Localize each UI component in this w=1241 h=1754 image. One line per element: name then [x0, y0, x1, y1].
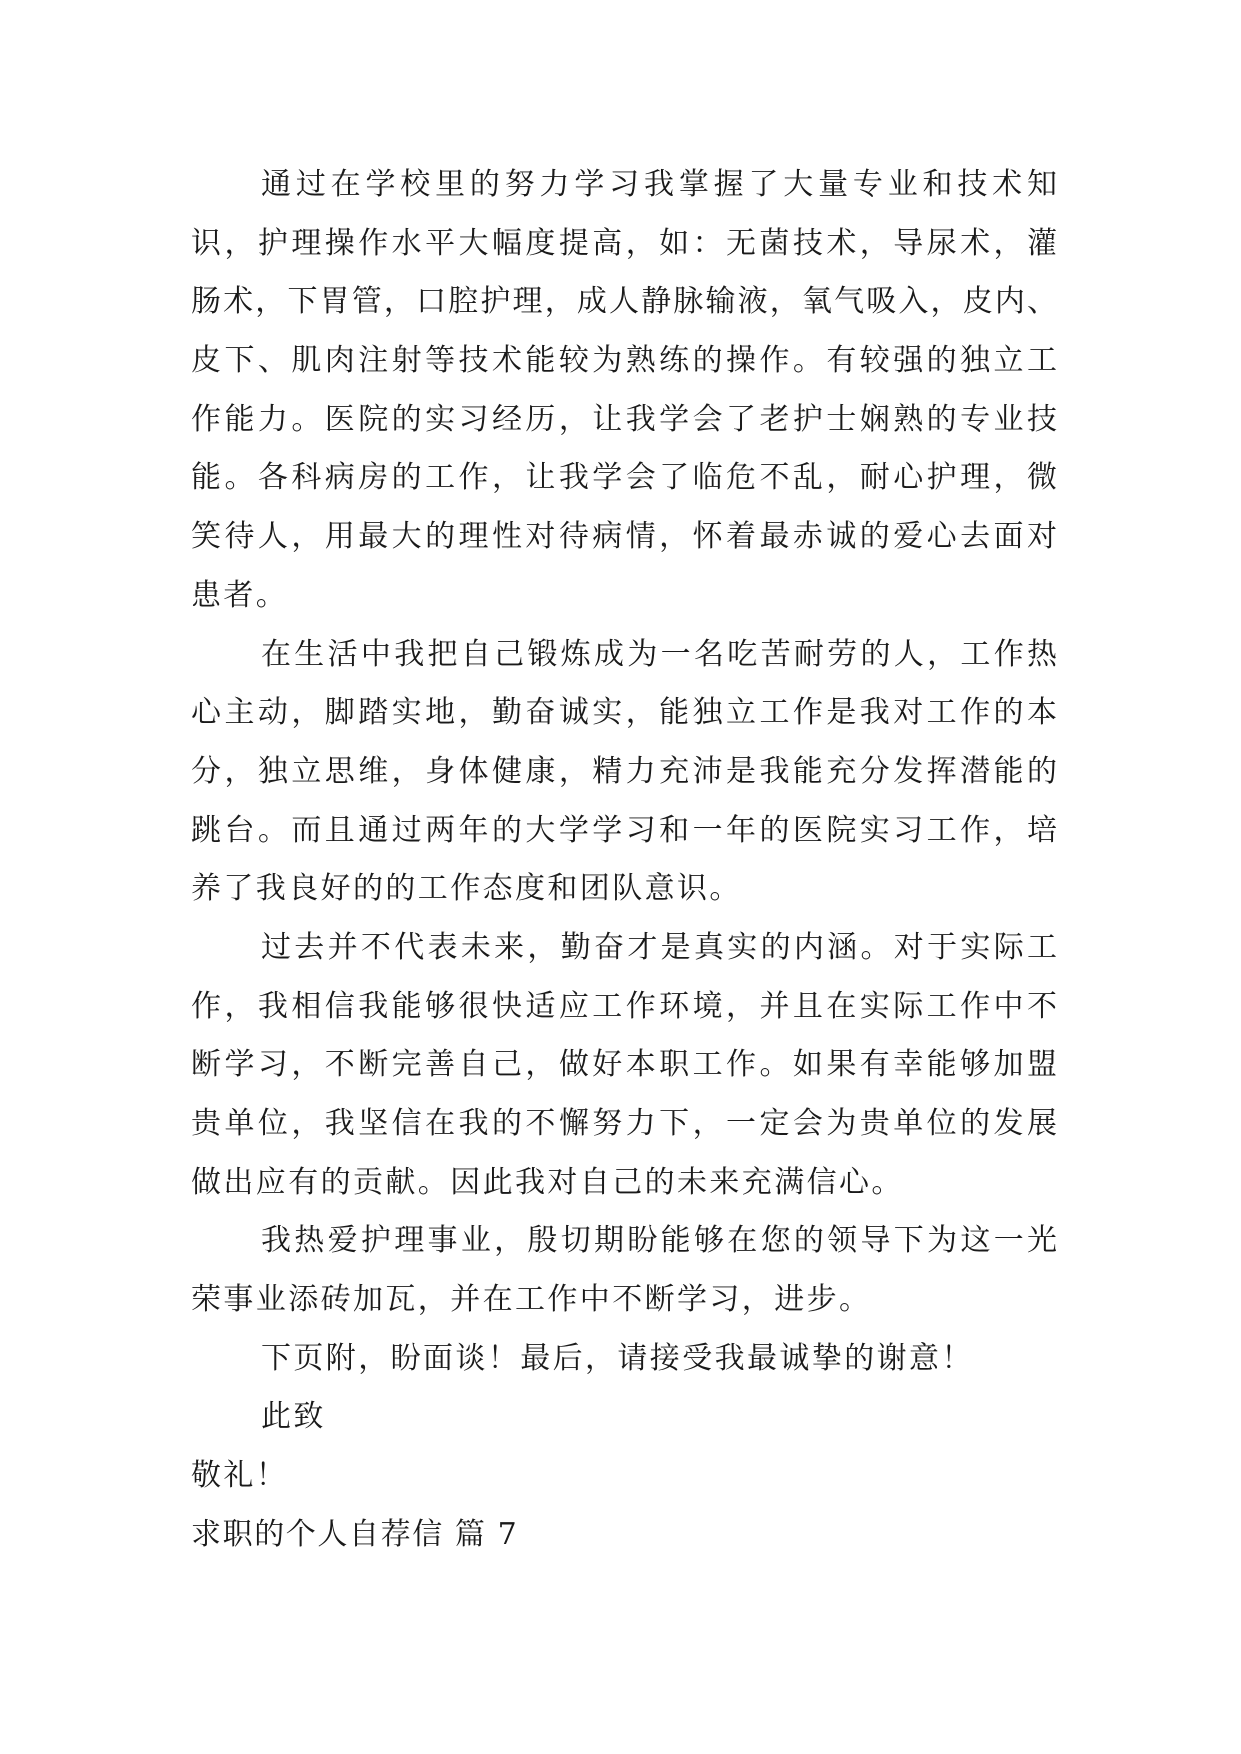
paragraph-line: 荣事业添砖加瓦，并在工作中不断学习，进步。: [191, 1282, 872, 1318]
paragraph-line: 皮下、肌肉注射等技术能较为熟练的操作。有较强的独立工: [191, 343, 1057, 379]
paragraph-line: 跳台。而且通过两年的大学学习和一年的医院实习工作，培: [191, 812, 1057, 848]
closing-regards: 敬礼！: [191, 1458, 289, 1494]
paragraph-line: 肠术，下胃管，口腔护理，成人静脉输液，氧气吸入，皮内、: [191, 284, 1057, 320]
paragraph-line: 下页附，盼面谈！最后，请接受我最诚挚的谢意！: [261, 1340, 974, 1376]
paragraph-line: 在生活中我把自己锻炼成为一名吃苦耐劳的人，工作热: [261, 636, 1057, 672]
paragraph-line: 我热爱护理事业，殷切期盼能够在您的领导下为这一光: [261, 1223, 1057, 1259]
paragraph-line: 过去并不代表未来，勤奋才是真实的内涵。对于实际工: [261, 929, 1057, 965]
paragraph-line: 贵单位，我坚信在我的不懈努力下，一定会为贵单位的发展: [191, 1106, 1057, 1141]
paragraph-line: 患者。: [191, 577, 289, 613]
paragraph-line: 断学习，不断完善自己，做好本职工作。如果有幸能够加盟: [191, 1047, 1057, 1083]
paragraph-line: 能。各科病房的工作，让我学会了临危不乱，耐心护理，微: [191, 460, 1057, 496]
paragraph-line: 分，独立思维，身体健康，精力充沛是我能充分发挥潜能的: [191, 753, 1057, 789]
paragraph-line: 笑待人，用最大的理性对待病情，怀着最赤诚的爱心去面对: [191, 519, 1057, 555]
paragraph-line: 养了我良好的的工作态度和团队意识。: [191, 871, 742, 907]
closing-salutation: 此致: [261, 1399, 326, 1435]
paragraph-line: 识，护理操作水平大幅度提高，如：无菌技术，导尿术，灌: [191, 225, 1057, 261]
letter-body: [191, 156, 1057, 1565]
paragraph-line: 心主动，脚踏实地，勤奋诚实，能独立工作是我对工作的本: [191, 695, 1057, 731]
paragraph-line: 做出应有的贡献。因此我对自己的未来充满信心。: [191, 1164, 904, 1200]
paragraph-line: 通过在学校里的努力学习我掌握了大量专业和技术知: [261, 167, 1057, 202]
section-title: 求职的个人自荐信 篇 7: [191, 1516, 519, 1552]
paragraph-line: 作能力。医院的实习经历，让我学会了老护士娴熟的专业技: [191, 401, 1057, 437]
paragraph-line: 作，我相信我能够很快适应工作环境，并且在实际工作中不: [191, 988, 1057, 1024]
